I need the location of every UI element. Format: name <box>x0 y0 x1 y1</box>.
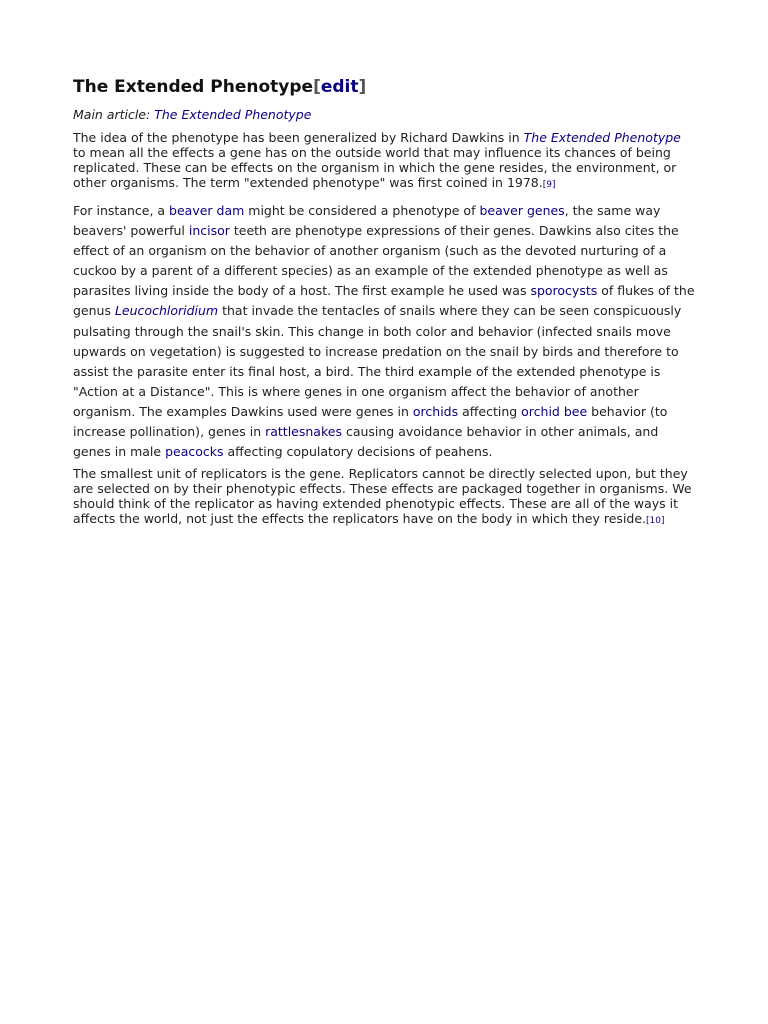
citation-9[interactable] <box>543 180 556 190</box>
edit-bracket-open: [ <box>313 77 321 97</box>
book-link[interactable] <box>524 130 681 145</box>
hatnote-prefix: Main article: <box>73 107 155 122</box>
rattlesnakes-link[interactable]: rattlesnakes <box>265 424 342 440</box>
text-run: causing avoidance behavior in other animals, and genes in male <box>73 424 659 460</box>
beaver-genes-link[interactable]: beaver genes <box>479 203 565 218</box>
text-run: affecting copulatory decisions of peahens. <box>223 444 493 460</box>
main-article-link[interactable]: The Extended Phenotype <box>154 107 312 122</box>
edit-bracket-close: ] <box>358 77 367 97</box>
orchid-bee-link[interactable]: orchid bee <box>521 403 588 419</box>
text-run: of flukes of the genus <box>73 283 695 319</box>
text-run: to mean all the effects a gene has on the outside world that may influence its chances of being replicated. These can be effects on the organism in which the gene resides, the environment, or other organisms. The term "extended phenotype" was first coined in 1978. <box>73 145 677 190</box>
main-article-hatnote <box>73 106 697 123</box>
citation-link[interactable]: [9] <box>542 180 556 190</box>
text-run: teeth are phenotype expressions of their genes. Dawkins also cites the effect of an organism on the behavior of another organism (such as the devoted nurturing of a cuckoo by a parent of a different species) as an example of the extended phenotype as well as parasites living inside the body of a host. The first example he used was <box>73 223 679 299</box>
text-run: The smallest unit of replicators is the gene. Replicators cannot be directly selected upon, but they are selected on by their phenotypic effects. These effects are packaged together in organisms. We should think of the replicator as having extended phenotypic effects. These are all of the ways it affects the world, not just the effects the replicators have on the body in which they reside. <box>73 466 692 527</box>
text-run: behavior (to increase pollination), genes in <box>73 403 668 440</box>
text-run: The idea of the phenotype has been generalized by Richard Dawkins in <box>73 130 524 145</box>
book-link-label: The Extended Phenotype <box>523 130 681 145</box>
paragraph-replicators <box>73 466 697 529</box>
text-run: For instance, a <box>73 203 170 218</box>
paragraph-intro <box>73 130 697 193</box>
leucochloridium-link[interactable] <box>115 303 218 318</box>
text-run: might be considered a phenotype of <box>244 203 480 218</box>
peacocks-link[interactable]: peacocks <box>165 444 224 460</box>
incisor-link[interactable]: incisor <box>188 223 230 239</box>
text-run: affecting <box>458 403 522 419</box>
beaver-dam-link[interactable]: beaver dam <box>169 203 245 218</box>
edit-link[interactable]: edit <box>320 77 359 97</box>
orchids-link[interactable]: orchids <box>412 403 459 419</box>
leucochloridium-label: Leucochloridium <box>114 303 219 319</box>
article-section <box>73 76 697 529</box>
sporocysts-link[interactable]: sporocysts <box>530 283 598 299</box>
section-title: The Extended Phenotype <box>73 77 314 97</box>
text-run: that invade the tentacles of snails where they can be seen conspicuously pulsating through the snail's skin. This change in both color and behavior (infected snails move upwards on vegetation) is suggested to increase predation on the snail by birds and therefore to assist the parasite enter its final host, a bird. The third example of the extended phenotype is "Action at a Distance". This is where genes in one organism affect the behavior of another organism. The examples Dawkins used were genes in <box>73 303 682 419</box>
citation-10[interactable] <box>646 516 664 526</box>
text-run: , the same way beavers' powerful <box>73 203 661 239</box>
paragraph-examples <box>73 201 697 462</box>
section-heading <box>73 76 697 98</box>
citation-link[interactable]: [10] <box>646 516 665 527</box>
